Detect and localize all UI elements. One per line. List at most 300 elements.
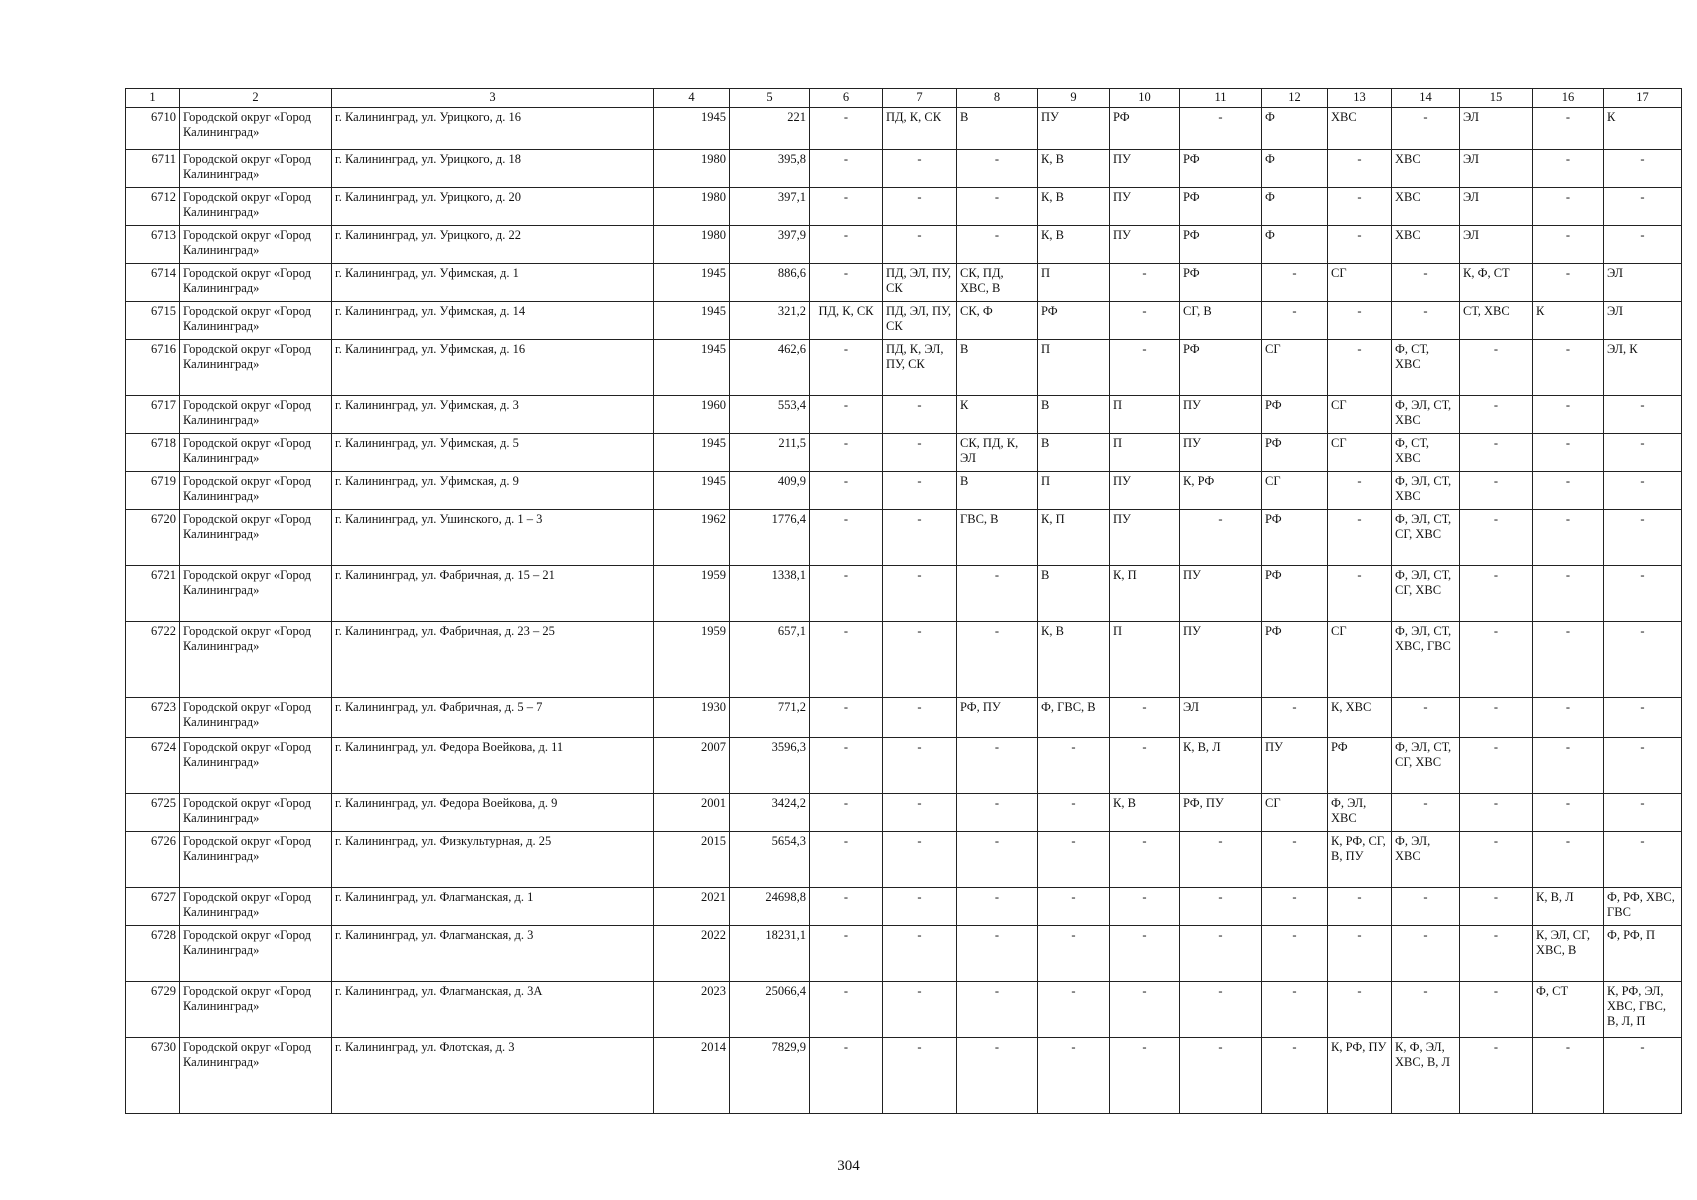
table-cell: П: [1038, 472, 1110, 510]
table-cell: -: [1533, 622, 1604, 698]
table-cell: Городской округ «Город Калининград»: [180, 982, 332, 1038]
table-cell: -: [1038, 982, 1110, 1038]
table-cell: 6714: [126, 264, 180, 302]
table-cell: 1960: [654, 396, 730, 434]
table-cell: г. Калининград, ул. Уфимская, д. 5: [332, 434, 654, 472]
table-cell: -: [1038, 794, 1110, 832]
table-cell: К, В: [1038, 150, 1110, 188]
table-cell: РФ: [1262, 434, 1328, 472]
table-cell: -: [1533, 188, 1604, 226]
table-cell: Ф, ЭЛ, СТ, СГ, ХВС: [1392, 510, 1460, 566]
table-cell: 6713: [126, 226, 180, 264]
table-cell: 18231,1: [730, 926, 810, 982]
table-cell: Ф, РФ, ХВС, ГВС: [1604, 888, 1682, 926]
table-cell: ПУ: [1180, 434, 1262, 472]
table-cell: -: [1392, 108, 1460, 150]
table-cell: -: [883, 926, 957, 982]
table-cell: 6730: [126, 1038, 180, 1114]
table-cell: Ф, ЭЛ, СТ, СГ, ХВС: [1392, 738, 1460, 794]
table-cell: -: [957, 926, 1038, 982]
table-cell: Городской округ «Город Калининград»: [180, 566, 332, 622]
table-cell: 6718: [126, 434, 180, 472]
table-cell: ПУ: [1110, 226, 1180, 264]
table-cell: 6729: [126, 982, 180, 1038]
table-row: [126, 926, 1682, 982]
table-row: [126, 396, 1682, 434]
table-cell: -: [810, 108, 883, 150]
table-cell: 771,2: [730, 698, 810, 738]
table-cell: Ф, ЭЛ, ХВС: [1392, 832, 1460, 888]
table-cell: -: [883, 622, 957, 698]
table-cell: г. Калининград, ул. Флагманская, д. 1: [332, 888, 654, 926]
table-cell: Городской округ «Город Калининград»: [180, 150, 332, 188]
table-cell: В: [1038, 566, 1110, 622]
table-cell: 7829,9: [730, 1038, 810, 1114]
table-cell: г. Калининград, ул. Флагманская, д. 3: [332, 926, 654, 982]
table-cell: К, В: [1110, 794, 1180, 832]
table-cell: -: [810, 510, 883, 566]
table-cell: -: [810, 622, 883, 698]
table-row: [126, 340, 1682, 396]
table-cell: 221: [730, 108, 810, 150]
table-cell: РФ: [1262, 566, 1328, 622]
table-cell: -: [1262, 1038, 1328, 1114]
table-cell: РФ: [1262, 396, 1328, 434]
table-cell: -: [1533, 108, 1604, 150]
table-cell: ХВС: [1328, 108, 1392, 150]
table-cell: 1776,4: [730, 510, 810, 566]
table-cell: -: [1328, 888, 1392, 926]
table-cell: -: [1533, 472, 1604, 510]
table-cell: -: [1604, 510, 1682, 566]
table-cell: -: [1392, 264, 1460, 302]
table-cell: 5654,3: [730, 832, 810, 888]
table-cell: Ф, СТ, ХВС: [1392, 434, 1460, 472]
table-cell: -: [1604, 622, 1682, 698]
table-cell: ПУ: [1110, 188, 1180, 226]
table-cell: К: [1604, 108, 1682, 150]
table-cell: -: [1460, 622, 1533, 698]
table-cell: -: [1460, 832, 1533, 888]
table-row: [126, 982, 1682, 1038]
table-row: [126, 832, 1682, 888]
table-cell: -: [957, 566, 1038, 622]
table-cell: Городской округ «Город Калининград»: [180, 698, 332, 738]
table-cell: -: [810, 566, 883, 622]
table-cell: -: [957, 982, 1038, 1038]
table-cell: Городской округ «Город Калининград»: [180, 888, 332, 926]
table-cell: К, РФ, СГ, В, ПУ: [1328, 832, 1392, 888]
column-number: 4: [654, 89, 730, 108]
table-cell: -: [810, 738, 883, 794]
table-cell: РФ: [1038, 302, 1110, 340]
table-cell: -: [1262, 302, 1328, 340]
table-cell: -: [1180, 926, 1262, 982]
table-cell: СТ, ХВС: [1460, 302, 1533, 340]
table-cell: 657,1: [730, 622, 810, 698]
table-row: [126, 108, 1682, 150]
table-cell: РФ, ПУ: [1180, 794, 1262, 832]
column-number: 11: [1180, 89, 1262, 108]
table-cell: -: [1328, 150, 1392, 188]
table-cell: -: [810, 226, 883, 264]
table-cell: -: [1460, 982, 1533, 1038]
table-cell: -: [1460, 566, 1533, 622]
table-cell: -: [957, 738, 1038, 794]
table-cell: К, П: [1110, 566, 1180, 622]
table-cell: -: [1328, 510, 1392, 566]
table-cell: г. Калининград, ул. Фабричная, д. 23 – 25: [332, 622, 654, 698]
table-cell: г. Калининград, ул. Фабричная, д. 5 – 7: [332, 698, 654, 738]
column-number: 12: [1262, 89, 1328, 108]
table-cell: -: [1328, 566, 1392, 622]
table-cell: -: [957, 150, 1038, 188]
table-cell: -: [1604, 794, 1682, 832]
table-cell: -: [1604, 566, 1682, 622]
table-cell: 1980: [654, 188, 730, 226]
table-cell: -: [883, 888, 957, 926]
table-cell: -: [1604, 188, 1682, 226]
table-cell: 1959: [654, 622, 730, 698]
table-cell: РФ: [1180, 264, 1262, 302]
table-row: [126, 738, 1682, 794]
table-cell: П: [1110, 622, 1180, 698]
table-cell: -: [1110, 738, 1180, 794]
table-cell: К, ХВС: [1328, 698, 1392, 738]
table-cell: -: [1604, 698, 1682, 738]
table-cell: -: [1180, 982, 1262, 1038]
table-cell: В: [1038, 396, 1110, 434]
table-cell: Городской округ «Город Калининград»: [180, 302, 332, 340]
table-cell: -: [810, 472, 883, 510]
table-row: [126, 1038, 1682, 1114]
table-cell: 24698,8: [730, 888, 810, 926]
table-cell: ПУ: [1180, 396, 1262, 434]
table-cell: г. Калининград, ул. Флотская, д. 3: [332, 1038, 654, 1114]
table-cell: ЭЛ: [1460, 150, 1533, 188]
table-cell: 1945: [654, 472, 730, 510]
table-cell: Ф: [1262, 226, 1328, 264]
table-cell: К, РФ, ЭЛ, ХВС, ГВС, В, Л, П: [1604, 982, 1682, 1038]
table-cell: -: [1110, 302, 1180, 340]
table-cell: Ф, РФ, П: [1604, 926, 1682, 982]
table-cell: 2001: [654, 794, 730, 832]
table-cell: ПУ: [1262, 738, 1328, 794]
table-row: [126, 510, 1682, 566]
table-cell: К, Ф, СТ: [1460, 264, 1533, 302]
table-cell: -: [1533, 340, 1604, 396]
table-cell: -: [957, 226, 1038, 264]
table-cell: -: [1110, 264, 1180, 302]
column-number: 6: [810, 89, 883, 108]
table-cell: -: [1180, 510, 1262, 566]
table-cell: 3596,3: [730, 738, 810, 794]
table-cell: Ф, ЭЛ, СТ, СГ, ХВС: [1392, 566, 1460, 622]
table-cell: К, Ф, ЭЛ, ХВС, В, Л: [1392, 1038, 1460, 1114]
table-cell: г. Калининград, ул. Флагманская, д. 3А: [332, 982, 654, 1038]
table-cell: 1980: [654, 150, 730, 188]
table-cell: г. Калининград, ул. Уфимская, д. 9: [332, 472, 654, 510]
table-cell: -: [1038, 888, 1110, 926]
table-cell: -: [810, 150, 883, 188]
table-row: [126, 226, 1682, 264]
table-cell: -: [883, 510, 957, 566]
table-cell: -: [957, 888, 1038, 926]
table-cell: -: [1604, 434, 1682, 472]
table-cell: ХВС: [1392, 226, 1460, 264]
table-cell: -: [1533, 396, 1604, 434]
table-cell: РФ, ПУ: [957, 698, 1038, 738]
table-cell: -: [1533, 150, 1604, 188]
table-cell: Ф, ГВС, В: [1038, 698, 1110, 738]
table-cell: -: [883, 396, 957, 434]
table-cell: Ф, СТ, ХВС: [1392, 340, 1460, 396]
table-cell: РФ: [1262, 510, 1328, 566]
table-cell: г. Калининград, ул. Уфимская, д. 1: [332, 264, 654, 302]
table-cell: 6728: [126, 926, 180, 982]
table-cell: 1945: [654, 108, 730, 150]
table-cell: ЭЛ: [1604, 302, 1682, 340]
table-cell: 1338,1: [730, 566, 810, 622]
table-cell: ПУ: [1180, 622, 1262, 698]
table-cell: Ф, ЭЛ, ХВС: [1328, 794, 1392, 832]
table-cell: ХВС: [1392, 188, 1460, 226]
table-cell: -: [1038, 1038, 1110, 1114]
table-cell: -: [1392, 302, 1460, 340]
table-cell: 25066,4: [730, 982, 810, 1038]
table-cell: 6726: [126, 832, 180, 888]
table-cell: -: [1262, 888, 1328, 926]
table-cell: -: [1533, 226, 1604, 264]
table-cell: -: [883, 698, 957, 738]
table-cell: г. Калининград, ул. Урицкого, д. 22: [332, 226, 654, 264]
table-row: [126, 434, 1682, 472]
table-cell: -: [957, 832, 1038, 888]
table-cell: -: [957, 188, 1038, 226]
table-cell: ПУ: [1110, 472, 1180, 510]
table-cell: 6727: [126, 888, 180, 926]
table-row: [126, 302, 1682, 340]
table-cell: 1959: [654, 566, 730, 622]
table-cell: К, ЭЛ, СГ, ХВС, В: [1533, 926, 1604, 982]
table-cell: -: [883, 472, 957, 510]
table-cell: 2015: [654, 832, 730, 888]
table-cell: 553,4: [730, 396, 810, 434]
table-cell: Городской округ «Город Калининград»: [180, 340, 332, 396]
table-cell: СК, ПД, К, ЭЛ: [957, 434, 1038, 472]
table-cell: Городской округ «Город Калининград»: [180, 832, 332, 888]
table-cell: г. Калининград, ул. Уфимская, д. 14: [332, 302, 654, 340]
table-row: [126, 794, 1682, 832]
table-cell: ЭЛ: [1460, 108, 1533, 150]
table-cell: К: [957, 396, 1038, 434]
table-row: [126, 150, 1682, 188]
table-cell: РФ: [1180, 150, 1262, 188]
table-cell: -: [1392, 698, 1460, 738]
table-cell: Городской округ «Город Калининград»: [180, 794, 332, 832]
column-number: 16: [1533, 89, 1604, 108]
table-row: [126, 888, 1682, 926]
table-cell: -: [1460, 698, 1533, 738]
table-cell: -: [1533, 1038, 1604, 1114]
table-cell: -: [1604, 396, 1682, 434]
table-cell: -: [883, 1038, 957, 1114]
table-cell: -: [1180, 832, 1262, 888]
table-cell: -: [883, 188, 957, 226]
table-cell: 6712: [126, 188, 180, 226]
table-cell: П: [1110, 396, 1180, 434]
table-cell: РФ: [1110, 108, 1180, 150]
column-number: 1: [126, 89, 180, 108]
table-cell: -: [1392, 794, 1460, 832]
table-cell: ПУ: [1038, 108, 1110, 150]
table-cell: г. Калининград, ул. Урицкого, д. 20: [332, 188, 654, 226]
table-cell: -: [1328, 340, 1392, 396]
table-cell: -: [1533, 264, 1604, 302]
table-cell: г. Калининград, ул. Федора Воейкова, д. 11: [332, 738, 654, 794]
table-cell: 1945: [654, 302, 730, 340]
table-cell: Городской округ «Город Калининград»: [180, 622, 332, 698]
table-cell: В: [957, 108, 1038, 150]
table-cell: -: [1180, 108, 1262, 150]
table-cell: ПУ: [1110, 510, 1180, 566]
table-cell: -: [883, 982, 957, 1038]
table-cell: -: [1328, 472, 1392, 510]
column-number: 15: [1460, 89, 1533, 108]
table-cell: 6724: [126, 738, 180, 794]
table-cell: 3424,2: [730, 794, 810, 832]
table-row: [126, 698, 1682, 738]
table-cell: К, В: [1038, 188, 1110, 226]
table-cell: -: [1328, 302, 1392, 340]
table-cell: -: [1604, 472, 1682, 510]
table-cell: РФ: [1180, 226, 1262, 264]
table-cell: СГ: [1328, 434, 1392, 472]
column-number: 8: [957, 89, 1038, 108]
table-cell: РФ: [1328, 738, 1392, 794]
table-row: [126, 264, 1682, 302]
table-cell: -: [810, 434, 883, 472]
table-cell: г. Калининград, ул. Урицкого, д. 18: [332, 150, 654, 188]
table-cell: -: [810, 832, 883, 888]
table-cell: Ф, ЭЛ, СТ, ХВС: [1392, 472, 1460, 510]
table-cell: ПД, ЭЛ, ПУ, СК: [883, 302, 957, 340]
table-cell: ЭЛ: [1460, 226, 1533, 264]
table-cell: -: [1180, 1038, 1262, 1114]
table-cell: -: [1262, 698, 1328, 738]
table-cell: -: [1110, 340, 1180, 396]
table-cell: -: [1110, 982, 1180, 1038]
table-cell: 6721: [126, 566, 180, 622]
table-header-row: [126, 89, 1682, 108]
table-cell: 6725: [126, 794, 180, 832]
table-cell: СГ: [1262, 472, 1328, 510]
table-cell: 462,6: [730, 340, 810, 396]
table-cell: г. Калининград, ул. Фабричная, д. 15 – 21: [332, 566, 654, 622]
table-cell: К, В, Л: [1533, 888, 1604, 926]
table-cell: СК, Ф: [957, 302, 1038, 340]
table-cell: Ф, СТ: [1533, 982, 1604, 1038]
table-cell: 2021: [654, 888, 730, 926]
table-cell: Ф, ЭЛ, СТ, ХВС, ГВС: [1392, 622, 1460, 698]
table-cell: 1945: [654, 340, 730, 396]
table-cell: -: [1180, 888, 1262, 926]
table-cell: ЭЛ: [1604, 264, 1682, 302]
page-number: 304: [837, 1158, 860, 1174]
table-cell: Городской округ «Город Калининград»: [180, 226, 332, 264]
table-cell: г. Калининград, ул. Ушинского, д. 1 – 3: [332, 510, 654, 566]
table-cell: -: [957, 794, 1038, 832]
table-cell: К, РФ, ПУ: [1328, 1038, 1392, 1114]
table-cell: -: [1604, 150, 1682, 188]
table-cell: 1962: [654, 510, 730, 566]
table-cell: ПУ: [1180, 566, 1262, 622]
table-cell: РФ: [1180, 340, 1262, 396]
table-cell: К, РФ: [1180, 472, 1262, 510]
table-cell: ПУ: [1110, 150, 1180, 188]
table-cell: -: [1460, 794, 1533, 832]
table-cell: Ф, ЭЛ, СТ, ХВС: [1392, 396, 1460, 434]
table-cell: Городской округ «Город Калининград»: [180, 108, 332, 150]
table-cell: -: [1038, 738, 1110, 794]
table-cell: 321,2: [730, 302, 810, 340]
table-cell: 397,9: [730, 226, 810, 264]
table-cell: 1930: [654, 698, 730, 738]
table-cell: -: [1460, 1038, 1533, 1114]
table-cell: -: [1533, 566, 1604, 622]
table-cell: 6720: [126, 510, 180, 566]
table-cell: 886,6: [730, 264, 810, 302]
table-cell: -: [810, 794, 883, 832]
table-cell: Городской округ «Город Калининград»: [180, 738, 332, 794]
table-cell: К, П: [1038, 510, 1110, 566]
column-number: 10: [1110, 89, 1180, 108]
table-cell: ЭЛ: [1460, 188, 1533, 226]
table-cell: Городской округ «Город Калининград»: [180, 264, 332, 302]
table-cell: В: [957, 340, 1038, 396]
table-cell: -: [1604, 1038, 1682, 1114]
table-cell: -: [883, 434, 957, 472]
table-cell: СГ: [1328, 396, 1392, 434]
table-cell: -: [1533, 698, 1604, 738]
table-cell: В: [957, 472, 1038, 510]
table-cell: -: [1110, 1038, 1180, 1114]
table-cell: Городской округ «Город Калининград»: [180, 434, 332, 472]
table-cell: 6716: [126, 340, 180, 396]
table-row: [126, 622, 1682, 698]
table-cell: -: [1533, 434, 1604, 472]
table-cell: 211,5: [730, 434, 810, 472]
table-cell: ХВС: [1392, 150, 1460, 188]
table-row: [126, 566, 1682, 622]
table-cell: 6719: [126, 472, 180, 510]
table-cell: -: [1460, 738, 1533, 794]
table-cell: 2022: [654, 926, 730, 982]
table-cell: -: [810, 188, 883, 226]
table-cell: К, В: [1038, 226, 1110, 264]
table-cell: СГ: [1262, 340, 1328, 396]
table-cell: -: [883, 226, 957, 264]
buildings-table: [125, 88, 1682, 1114]
table-cell: СГ: [1328, 622, 1392, 698]
column-number: 17: [1604, 89, 1682, 108]
table-cell: г. Калининград, ул. Уфимская, д. 3: [332, 396, 654, 434]
table-cell: -: [1533, 510, 1604, 566]
table-cell: -: [1604, 226, 1682, 264]
table-cell: П: [1038, 264, 1110, 302]
table-cell: -: [810, 982, 883, 1038]
table-cell: Городской округ «Город Калининград»: [180, 472, 332, 510]
